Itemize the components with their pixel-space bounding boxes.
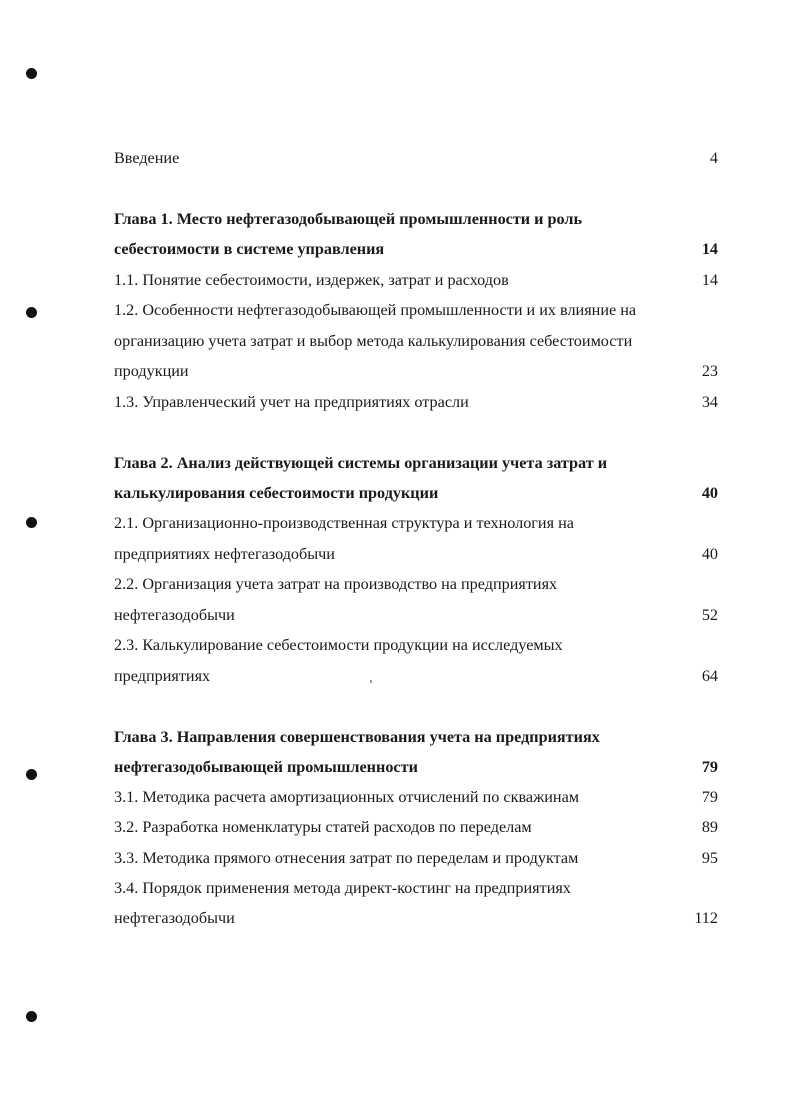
toc-section-3-2[interactable]	[114, 812, 718, 842]
toc-entry-title: Глава 1. Место нефтегазодобывающей промышленности и роль	[114, 210, 583, 228]
toc-section-3-4[interactable]	[114, 873, 718, 903]
toc-entry-page: 79	[701, 788, 718, 806]
toc-entry-title: калькулирования себестоимости продукции	[114, 484, 439, 502]
toc-entry-title: 1.3. Управленческий учет на предприятиях отрасли	[114, 393, 469, 411]
toc-entry-title: 3.4. Порядок применения метода директ-костинг на предприятиях	[114, 879, 571, 897]
toc-entry-page: 64	[701, 667, 718, 685]
toc-entry-title: организацию учета затрат и выбор метода калькулирования себестоимости	[114, 332, 633, 350]
toc-entry-page: 14	[701, 271, 718, 289]
toc-section-1-2-cont[interactable]	[114, 326, 718, 356]
toc-entry-title: Глава 3. Направления совершенствования учета на предприятиях	[114, 728, 600, 746]
toc-chapter-2-heading-cont[interactable]	[114, 478, 718, 508]
punch-hole-mark	[26, 517, 37, 528]
toc-chapter-2-heading[interactable]	[114, 448, 718, 478]
toc-chapter-1-heading[interactable]	[114, 204, 718, 234]
toc-entry-title: 3.1. Методика расчета амортизационных отчислений по скважинам	[114, 788, 580, 806]
toc-entry-page: 89	[701, 818, 718, 836]
toc-entry-page: 40	[701, 545, 718, 563]
toc-entry-page: 95	[701, 849, 718, 867]
toc-section-2-3[interactable]	[114, 630, 718, 660]
toc-entry-page: 23	[701, 362, 718, 380]
toc-entry-page: 112	[694, 909, 718, 927]
toc-section-1-2[interactable]	[114, 295, 718, 325]
toc-section-3-3[interactable]	[114, 843, 718, 873]
toc-entry-title: 2.3. Калькулирование себестоимости продукции на исследуемых	[114, 636, 563, 654]
toc-section-1-3[interactable]	[114, 387, 718, 417]
toc-section-2-3-cont[interactable]	[114, 661, 718, 691]
toc-entry-title: 1.2. Особенности нефтегазодобывающей промышленности и их влияние на	[114, 301, 637, 319]
toc-section-3-4-cont[interactable]	[114, 903, 718, 933]
toc-section-2-2-cont[interactable]	[114, 600, 718, 630]
toc-entry-title: нефтегазодобычи	[114, 606, 235, 624]
toc-section-2-2[interactable]	[114, 569, 718, 599]
toc-entry-title: 3.2. Разработка номенклатуры статей расходов по переделам	[114, 818, 532, 836]
toc-entry-title: 3.3. Методика прямого отнесения затрат по переделам и продуктам	[114, 849, 579, 867]
toc-entry-title: Глава 2. Анализ действующей системы организации учета затрат и	[114, 454, 608, 472]
toc-chapter-1-heading-cont[interactable]	[114, 234, 718, 264]
toc-entry-title: нефтегазодобычи	[114, 909, 235, 927]
toc-entry-page: 40	[701, 484, 718, 502]
toc-section-3-1[interactable]	[114, 782, 718, 812]
toc-entry-title: предприятиях нефтегазодобычи	[114, 545, 335, 563]
punch-hole-mark	[26, 307, 37, 318]
toc-chapter-3-heading[interactable]	[114, 722, 718, 752]
toc-entry-page: 52	[701, 606, 718, 624]
toc-section-1-2-cont[interactable]	[114, 356, 718, 386]
toc-entry-page: 79	[701, 758, 718, 776]
toc-entry-introduction[interactable]	[114, 143, 718, 173]
punch-hole-mark	[26, 68, 37, 79]
punch-hole-mark	[26, 769, 37, 780]
toc-section-1-1[interactable]	[114, 265, 718, 295]
toc-entry-title: продукции	[114, 362, 189, 380]
toc-section-2-1[interactable]	[114, 508, 718, 538]
toc-entry-title: 1.1. Понятие себестоимости, издержек, затрат и расходов	[114, 271, 509, 289]
toc-entry-title: нефтегазодобывающей промышленности	[114, 758, 418, 776]
toc-entry-title: 2.1. Организационно-производственная структура и технология на	[114, 514, 574, 532]
toc-entry-title: 2.2. Организация учета затрат на производство на предприятиях	[114, 575, 558, 593]
toc-entry-page: 14	[701, 240, 718, 258]
toc-entry-page: 34	[701, 393, 718, 411]
toc-section-2-1-cont[interactable]	[114, 539, 718, 569]
punch-hole-mark	[26, 1011, 37, 1022]
toc-entry-title: себестоимости в системе управления	[114, 240, 385, 258]
toc-chapter-3-heading-cont[interactable]	[114, 752, 718, 782]
toc-entry-title: Введение	[114, 149, 180, 167]
toc-entry-page: 4	[709, 149, 718, 167]
toc-entry-title: предприятиях	[114, 667, 211, 685]
